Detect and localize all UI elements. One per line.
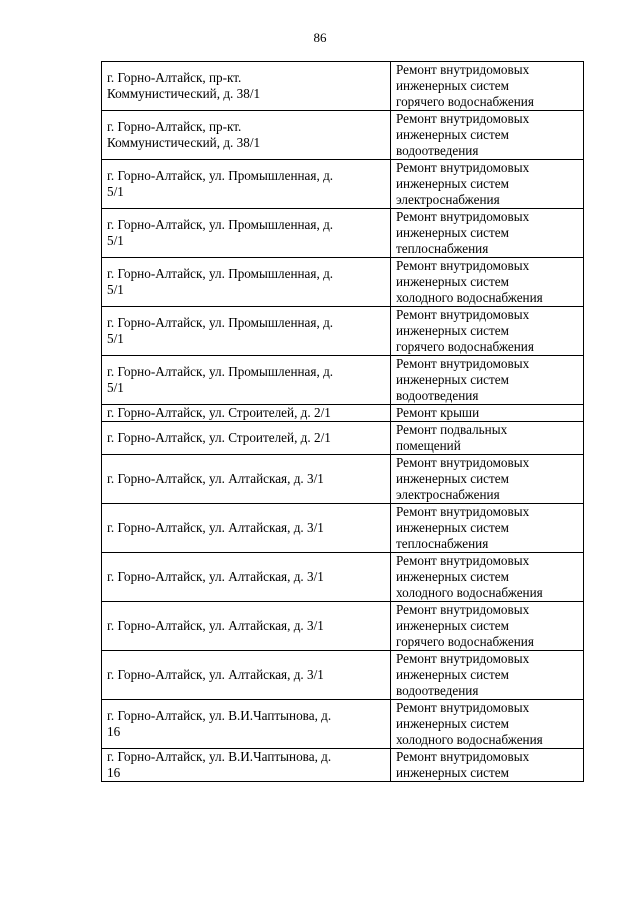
address-line: г. Горно-Алтайск, ул. Алтайская, д. 3/1 [107, 520, 324, 535]
address-cell [102, 651, 391, 700]
work-line: Ремонт внутридомовых [396, 307, 530, 322]
work-line: холодного водоснабжения [396, 732, 543, 747]
address-line: 5/1 [107, 233, 124, 248]
address-line: г. Горно-Алтайск, ул. Промышленная, д. [107, 217, 334, 232]
work-cell [391, 62, 584, 111]
page-number: 86 [313, 30, 327, 45]
table-row [102, 455, 584, 504]
address-line: 16 [107, 724, 121, 739]
work-cell [391, 356, 584, 405]
table-row [102, 504, 584, 553]
address-line: г. Горно-Алтайск, ул. Алтайская, д. 3/1 [107, 667, 324, 682]
work-cell [391, 700, 584, 749]
address-line: Коммунистический, д. 38/1 [107, 86, 261, 101]
work-line: инженерных систем [396, 323, 509, 338]
work-line: теплоснабжения [396, 536, 489, 551]
work-line: инженерных систем [396, 667, 509, 682]
work-line: Ремонт внутридомовых [396, 602, 530, 617]
address-line: г. Горно-Алтайск, пр-кт. [107, 70, 242, 85]
work-line: инженерных систем [396, 569, 509, 584]
work-line: инженерных систем [396, 471, 509, 486]
address-cell [102, 209, 391, 258]
work-line: Ремонт внутридомовых [396, 700, 530, 715]
work-line: инженерных систем [396, 372, 509, 387]
address-line: 5/1 [107, 184, 124, 199]
work-line: Ремонт внутридомовых [396, 62, 530, 77]
address-line: г. Горно-Алтайск, ул. Промышленная, д. [107, 168, 334, 183]
table-row [102, 111, 584, 160]
work-cell [391, 651, 584, 700]
address-cell [102, 160, 391, 209]
work-line: инженерных систем [396, 765, 509, 780]
work-line: электроснабжения [396, 487, 500, 502]
work-cell [391, 553, 584, 602]
work-line: инженерных систем [396, 225, 509, 240]
address-cell [102, 62, 391, 111]
work-line: водоотведения [396, 683, 479, 698]
address-line: г. Горно-Алтайск, ул. Промышленная, д. [107, 266, 334, 281]
address-line: г. Горно-Алтайск, ул. Строителей, д. 2/1 [107, 430, 331, 445]
address-line: 5/1 [107, 331, 124, 346]
work-cell [391, 602, 584, 651]
table-row [102, 405, 584, 422]
work-line: Ремонт внутридомовых [396, 356, 530, 371]
address-cell [102, 356, 391, 405]
work-line: водоотведения [396, 143, 479, 158]
work-cell [391, 749, 584, 782]
address-cell [102, 111, 391, 160]
work-line: Ремонт внутридомовых [396, 160, 530, 175]
work-line: горячего водоснабжения [396, 634, 534, 649]
work-cell [391, 111, 584, 160]
work-cell [391, 504, 584, 553]
work-line: инженерных систем [396, 618, 509, 633]
table-row [102, 62, 584, 111]
table-row [102, 553, 584, 602]
work-line: холодного водоснабжения [396, 585, 543, 600]
address-cell [102, 504, 391, 553]
table-row [102, 258, 584, 307]
work-cell [391, 455, 584, 504]
work-line: Ремонт внутридомовых [396, 455, 530, 470]
work-line: теплоснабжения [396, 241, 489, 256]
address-line: г. Горно-Алтайск, пр-кт. [107, 119, 242, 134]
address-line: г. Горно-Алтайск, ул. Промышленная, д. [107, 315, 334, 330]
work-line: Ремонт внутридомовых [396, 749, 530, 764]
work-line: горячего водоснабжения [396, 94, 534, 109]
address-line: г. Горно-Алтайск, ул. В.И.Чаптынова, д. [107, 708, 332, 723]
work-line: инженерных систем [396, 520, 509, 535]
table-row [102, 651, 584, 700]
work-line: электроснабжения [396, 192, 500, 207]
work-line: Ремонт крыши [396, 405, 480, 420]
work-cell [391, 258, 584, 307]
work-line: Ремонт подвальных [396, 422, 508, 437]
work-cell [391, 160, 584, 209]
address-cell [102, 258, 391, 307]
table-row [102, 602, 584, 651]
address-cell [102, 307, 391, 356]
table-body [102, 62, 584, 782]
address-line: 5/1 [107, 282, 124, 297]
work-line: Ремонт внутридомовых [396, 111, 530, 126]
address-line: г. Горно-Алтайск, ул. Промышленная, д. [107, 364, 334, 379]
address-line: 16 [107, 765, 121, 780]
work-line: водоотведения [396, 388, 479, 403]
address-cell [102, 749, 391, 782]
address-line: г. Горно-Алтайск, ул. Алтайская, д. 3/1 [107, 471, 324, 486]
work-cell [391, 209, 584, 258]
address-cell [102, 602, 391, 651]
table-row [102, 160, 584, 209]
address-line: г. Горно-Алтайск, ул. Алтайская, д. 3/1 [107, 569, 324, 584]
address-cell [102, 553, 391, 602]
work-line: инженерных систем [396, 127, 509, 142]
address-cell [102, 422, 391, 455]
address-cell [102, 455, 391, 504]
address-line: г. Горно-Алтайск, ул. Алтайская, д. 3/1 [107, 618, 324, 633]
table-row [102, 209, 584, 258]
work-line: инженерных систем [396, 78, 509, 93]
work-line: горячего водоснабжения [396, 339, 534, 354]
table-row [102, 749, 584, 782]
address-line: 5/1 [107, 380, 124, 395]
address-cell [102, 700, 391, 749]
work-line: Ремонт внутридомовых [396, 258, 530, 273]
work-cell [391, 422, 584, 455]
address-line: Коммунистический, д. 38/1 [107, 135, 261, 150]
table-row [102, 307, 584, 356]
work-line: помещений [396, 438, 461, 453]
work-line: Ремонт внутридомовых [396, 553, 530, 568]
work-line: инженерных систем [396, 274, 509, 289]
address-cell [102, 405, 391, 422]
work-line: Ремонт внутридомовых [396, 209, 530, 224]
work-line: Ремонт внутридомовых [396, 651, 530, 666]
work-line: инженерных систем [396, 716, 509, 731]
table-row [102, 700, 584, 749]
work-cell [391, 307, 584, 356]
work-cell [391, 405, 584, 422]
table-row [102, 422, 584, 455]
work-line: Ремонт внутридомовых [396, 504, 530, 519]
work-line: холодного водоснабжения [396, 290, 543, 305]
address-line: г. Горно-Алтайск, ул. В.И.Чаптынова, д. [107, 749, 332, 764]
work-line: инженерных систем [396, 176, 509, 191]
works-table [101, 61, 584, 782]
address-line: г. Горно-Алтайск, ул. Строителей, д. 2/1 [107, 405, 331, 420]
table-row [102, 356, 584, 405]
